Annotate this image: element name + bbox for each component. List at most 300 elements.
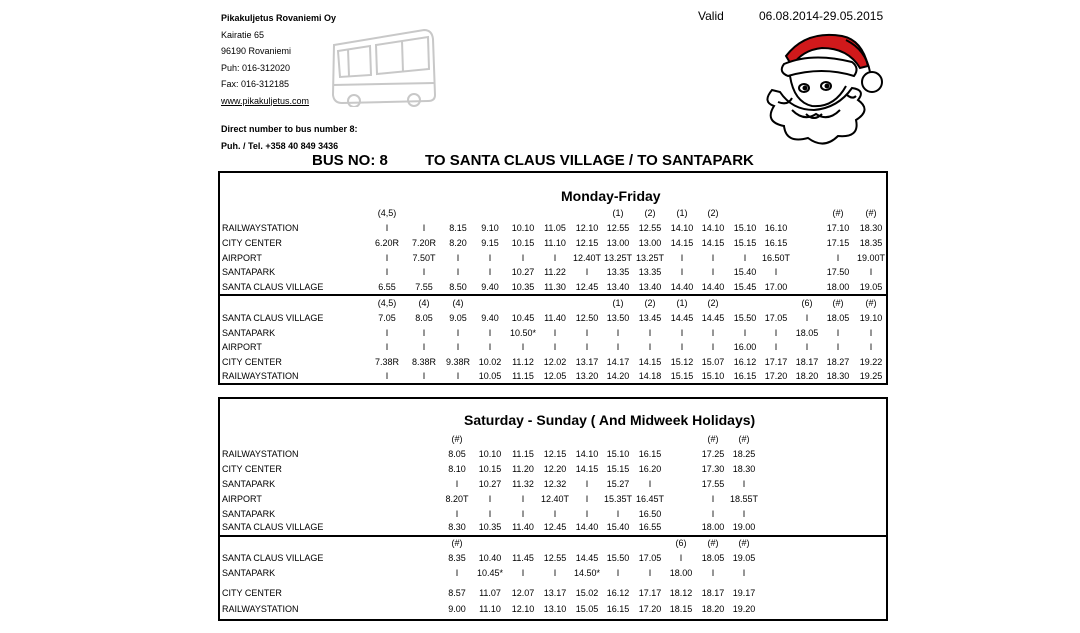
company-fax: Fax: 016-312185 [221, 79, 290, 89]
departure-time: 15.02 [575, 588, 599, 598]
departure-time: 11.20 [512, 464, 534, 474]
departure-time: 16.15 [638, 449, 662, 459]
departure-time: 18.05 [701, 553, 725, 563]
departure-time: I [869, 267, 873, 277]
departure-time: 18.12 [669, 588, 693, 598]
departure-time: 6.20R [374, 238, 400, 248]
departure-time: 14.15 [670, 238, 694, 248]
departure-time: 12.40T [572, 253, 602, 263]
departure-time: I [385, 342, 389, 352]
departure-time: 10.15 [478, 464, 502, 474]
footnote-marker: (#) [865, 208, 877, 218]
departure-time: I [521, 509, 525, 519]
departure-time: 17.30 [701, 464, 725, 474]
departure-time: 16.15 [764, 238, 788, 248]
footnote-marker: (#) [707, 538, 719, 548]
departure-time: 12.40T [540, 494, 570, 504]
departure-time: I [521, 253, 525, 263]
departure-time: I [774, 267, 778, 277]
footnote-marker: (2) [707, 208, 719, 218]
departure-time: I [456, 342, 460, 352]
departure-time: 19.22 [859, 357, 883, 367]
departure-time: I [680, 267, 684, 277]
departure-time: 11.15 [512, 371, 534, 381]
departure-time: I [488, 342, 492, 352]
departure-time: 19.25 [859, 371, 883, 381]
departure-time: 8.38R [411, 357, 437, 367]
departure-time: I [616, 509, 620, 519]
departure-time: 8.10 [448, 464, 466, 474]
departure-time: I [488, 509, 492, 519]
departure-time: I [553, 328, 557, 338]
departure-time: I [488, 267, 492, 277]
stop-name: SANTA CLAUS VILLAGE [222, 553, 324, 563]
departure-time: 17.55 [701, 479, 725, 489]
departure-time: 10.50* [509, 328, 537, 338]
company-postal: 96190 Rovaniemi [221, 46, 292, 56]
departure-time: I [743, 253, 747, 263]
departure-time: 14.40 [575, 522, 599, 532]
departure-time: 14.15 [575, 464, 599, 474]
footnote-marker: (2) [707, 298, 719, 308]
departure-time: 17.17 [638, 588, 662, 598]
departure-time: I [455, 509, 459, 519]
departure-time: I [836, 342, 840, 352]
departure-time: I [648, 342, 652, 352]
departure-time: 15.10 [606, 449, 630, 459]
departure-time: I [680, 253, 684, 263]
departure-time: I [585, 494, 589, 504]
company-name: Pikakuljetus Rovaniemi Oy [221, 13, 337, 23]
departure-time: 7.05 [378, 313, 396, 323]
departure-time: 10.15 [511, 238, 535, 248]
departure-time: 15.40 [733, 267, 757, 277]
departure-time: 8.35 [448, 553, 466, 563]
departure-time: I [742, 509, 746, 519]
departure-time: 12.02 [543, 357, 567, 367]
departure-time: I [488, 328, 492, 338]
departure-time: 15.45 [733, 282, 757, 292]
departure-time: 15.40 [606, 522, 630, 532]
departure-time: 14.10 [575, 449, 599, 459]
departure-time: 18.20 [701, 604, 725, 614]
departure-time: 9.40 [481, 282, 499, 292]
departure-time: I [616, 328, 620, 338]
departure-time: 7.20R [411, 238, 437, 248]
route-title: TO SANTA CLAUS VILLAGE / TO SANTAPARK [425, 152, 754, 169]
footnote-marker: (1) [612, 208, 624, 218]
departure-time: 14.50* [573, 568, 601, 578]
departure-time: 18.27 [826, 357, 850, 367]
departure-time: 18.30 [859, 223, 883, 233]
departure-time: I [680, 342, 684, 352]
footnote-marker: (1) [612, 298, 624, 308]
departure-time: 13.50 [606, 313, 630, 323]
direct-number-label: Direct number to bus number 8: [221, 124, 358, 134]
departure-time: I [836, 328, 840, 338]
departure-time: I [616, 342, 620, 352]
departure-time: 11.10 [544, 238, 566, 248]
departure-time: 18.55T [729, 494, 759, 504]
weekend-divider [218, 535, 888, 537]
departure-time: 12.45 [575, 282, 599, 292]
departure-time: 7.38R [374, 357, 400, 367]
departure-time: I [774, 328, 778, 338]
departure-time: 17.17 [764, 357, 788, 367]
valid-dates: 06.08.2014-29.05.2015 [759, 9, 884, 23]
departure-time: 13.00 [606, 238, 630, 248]
departure-time: 13.10 [543, 604, 567, 614]
departure-time: 19.05 [732, 553, 756, 563]
footnote-marker: (2) [644, 298, 656, 308]
departure-time: I [648, 479, 652, 489]
departure-time: I [585, 342, 589, 352]
departure-time: 10.10 [478, 449, 502, 459]
departure-time: 18.15 [669, 604, 693, 614]
departure-time: I [711, 342, 715, 352]
departure-time: 12.15 [575, 238, 599, 248]
departure-time: 13.17 [575, 357, 599, 367]
departure-time: I [521, 494, 525, 504]
departure-time: 15.10 [701, 371, 725, 381]
departure-time: 9.38R [445, 357, 471, 367]
departure-time: 11.07 [479, 588, 501, 598]
footnote-marker: (#) [832, 298, 844, 308]
departure-time: 18.35 [859, 238, 883, 248]
departure-time: I [805, 313, 809, 323]
departure-time: 15.05 [575, 604, 599, 614]
departure-time: 11.45 [512, 553, 534, 563]
departure-time: 11.22 [544, 267, 566, 277]
departure-time: I [711, 253, 715, 263]
departure-time: I [585, 509, 589, 519]
stop-name: CITY CENTER [222, 464, 282, 474]
departure-time: 14.40 [701, 282, 725, 292]
departure-time: 18.05 [795, 328, 819, 338]
departure-time: 15.12 [670, 357, 694, 367]
departure-time: I [385, 253, 389, 263]
departure-time: 10.27 [478, 479, 502, 489]
departure-time: I [422, 223, 426, 233]
departure-time: 16.50 [638, 509, 662, 519]
departure-time: I [488, 253, 492, 263]
departure-time: 14.18 [638, 371, 662, 381]
departure-time: 18.00 [669, 568, 693, 578]
departure-time: I [553, 568, 557, 578]
departure-time: 15.15 [670, 371, 694, 381]
departure-time: I [422, 371, 426, 381]
departure-time: I [711, 568, 715, 578]
stop-name: SANTAPARK [222, 328, 276, 338]
departure-time: 15.27 [606, 479, 630, 489]
departure-time: 9.40 [481, 313, 499, 323]
departure-time: 8.50 [449, 282, 467, 292]
footnote-marker: (4,5) [377, 298, 397, 308]
departure-time: 18.30 [826, 371, 850, 381]
departure-time: 12.55 [543, 553, 567, 563]
stop-name: CITY CENTER [222, 357, 282, 367]
direct-number-phone: Puh. / Tel. +358 40 849 3436 [221, 140, 339, 151]
departure-time: I [585, 328, 589, 338]
departure-time: 13.35 [638, 267, 662, 277]
departure-time: 11.32 [512, 479, 534, 489]
departure-time: 17.20 [638, 604, 662, 614]
departure-time: I [711, 509, 715, 519]
departure-time: I [742, 479, 746, 489]
departure-time: 12.10 [511, 604, 535, 614]
weekend-heading: Saturday - Sunday ( And Midweek Holidays) [464, 412, 756, 428]
departure-time: I [455, 568, 459, 578]
departure-time: 11.40 [512, 522, 534, 532]
footnote-marker: (#) [451, 434, 463, 444]
departure-time: 8.20T [445, 494, 469, 504]
departure-time: 15.35T [603, 494, 633, 504]
departure-time: 18.17 [701, 588, 725, 598]
departure-time: 11.12 [512, 357, 534, 367]
departure-time: 19.20 [732, 604, 756, 614]
departure-time: I [422, 328, 426, 338]
departure-time: 16.15 [606, 604, 630, 614]
stop-name: AIRPORT [222, 253, 262, 263]
departure-time: 10.35 [511, 282, 535, 292]
stop-name: SANTAPARK [222, 479, 276, 489]
departure-time: 7.50T [412, 253, 436, 263]
stop-name: RAILWAYSTATION [222, 604, 299, 614]
departure-time: 16.50T [761, 253, 791, 263]
stop-name: RAILWAYSTATION [222, 371, 299, 381]
departure-time: I [488, 494, 492, 504]
stop-name: AIRPORT [222, 342, 262, 352]
departure-time: 8.20 [449, 238, 467, 248]
departure-time: 14.17 [606, 357, 630, 367]
departure-time: 16.20 [638, 464, 662, 474]
departure-time: 10.45* [476, 568, 504, 578]
departure-time: I [648, 568, 652, 578]
departure-time: I [385, 223, 389, 233]
departure-time: I [456, 267, 460, 277]
departure-time: I [836, 253, 840, 263]
departure-time: 12.07 [511, 588, 535, 598]
departure-time: 10.45 [511, 313, 535, 323]
departure-time: 12.55 [638, 223, 662, 233]
departure-time: 17.10 [826, 223, 850, 233]
departure-time: 19.10 [859, 313, 883, 323]
departure-time: 17.50 [826, 267, 850, 277]
departure-time: 12.55 [606, 223, 630, 233]
departure-time: I [385, 267, 389, 277]
departure-time: 13.25T [603, 253, 633, 263]
departure-time: 18.25 [732, 449, 756, 459]
departure-time: I [679, 553, 683, 563]
departure-time: 11.30 [544, 282, 566, 292]
footnote-marker: (#) [738, 434, 750, 444]
departure-time: 14.10 [670, 223, 694, 233]
departure-time: 10.27 [511, 267, 535, 277]
departure-time: 18.05 [826, 313, 850, 323]
departure-time: I [711, 267, 715, 277]
stop-name: AIRPORT [222, 494, 262, 504]
departure-time: I [711, 494, 715, 504]
departure-time: 15.15 [733, 238, 757, 248]
departure-time: I [742, 568, 746, 578]
departure-time: 12.20 [543, 464, 567, 474]
departure-time: 8.15 [449, 223, 467, 233]
departure-time: 8.05 [448, 449, 466, 459]
departure-time: I [456, 328, 460, 338]
departure-time: I [385, 371, 389, 381]
stop-name: SANTA CLAUS VILLAGE [222, 282, 324, 292]
departure-time: 14.15 [701, 238, 725, 248]
departure-time: 17.05 [638, 553, 662, 563]
departure-time: 16.55 [638, 522, 662, 532]
departure-time: 10.10 [511, 223, 535, 233]
departure-time: 19.00T [856, 253, 886, 263]
departure-time: I [456, 253, 460, 263]
departure-time: 19.17 [732, 588, 756, 598]
departure-time: 18.00 [826, 282, 850, 292]
footnote-marker: (#) [738, 538, 750, 548]
stop-name: SANTA CLAUS VILLAGE [222, 522, 324, 532]
departure-time: 13.00 [638, 238, 662, 248]
departure-time: 7.55 [415, 282, 433, 292]
departure-time: 9.10 [481, 223, 499, 233]
departure-time: 11.40 [544, 313, 566, 323]
departure-time: 13.40 [606, 282, 630, 292]
footnote-marker: (6) [801, 298, 813, 308]
departure-time: 15.07 [701, 357, 725, 367]
departure-time: 18.20 [795, 371, 819, 381]
departure-time: 13.17 [543, 588, 567, 598]
departure-time: 15.10 [733, 223, 757, 233]
departure-time: 10.40 [478, 553, 502, 563]
stop-name: SANTAPARK [222, 568, 276, 578]
company-website-link[interactable]: www.pikakuljetus.com [221, 95, 310, 106]
footnote-marker: (#) [865, 298, 877, 308]
footnote-marker: (#) [451, 538, 463, 548]
footnote-marker: (6) [675, 538, 687, 548]
departure-time: 11.15 [512, 449, 534, 459]
stop-name: CITY CENTER [222, 588, 282, 598]
departure-time: 11.05 [544, 223, 566, 233]
departure-time: 9.00 [448, 604, 466, 614]
stop-name: SANTAPARK [222, 509, 276, 519]
departure-time: 8.30 [448, 522, 466, 532]
stop-name: SANTA CLAUS VILLAGE [222, 313, 324, 323]
departure-time: 16.12 [606, 588, 630, 598]
santa-claus-icon [742, 26, 888, 150]
weekday-heading: Monday-Friday [561, 188, 661, 204]
departure-time: 12.45 [543, 522, 567, 532]
departure-time: 14.20 [606, 371, 630, 381]
footnote-marker: (#) [832, 208, 844, 218]
company-phone: Puh: 016-312020 [221, 62, 291, 73]
footnote-marker: (#) [707, 434, 719, 444]
departure-time: 12.32 [543, 479, 567, 489]
stop-name: RAILWAYSTATION [222, 223, 299, 233]
departure-time: 18.17 [795, 357, 819, 367]
weekday-divider [218, 294, 888, 296]
departure-time: 17.20 [764, 371, 788, 381]
departure-time: 15.50 [606, 553, 630, 563]
departure-time: 18.30 [732, 464, 756, 474]
departure-time: 8.05 [415, 313, 433, 323]
departure-time: 13.45 [638, 313, 662, 323]
departure-time: 12.05 [543, 371, 567, 381]
departure-time: 18.00 [701, 522, 725, 532]
departure-time: I [805, 342, 809, 352]
departure-time: 8.57 [448, 588, 466, 598]
departure-time: I [869, 328, 873, 338]
departure-time: I [585, 267, 589, 277]
departure-time: 14.10 [701, 223, 725, 233]
departure-time: 13.20 [575, 371, 599, 381]
departure-time: I [385, 328, 389, 338]
departure-time: I [553, 253, 557, 263]
departure-time: 16.10 [764, 223, 788, 233]
stop-name: RAILWAYSTATION [222, 449, 299, 459]
departure-time: 16.45T [635, 494, 665, 504]
departure-time: 13.25T [635, 253, 665, 263]
departure-time: I [743, 328, 747, 338]
departure-time: I [711, 328, 715, 338]
departure-time: I [648, 328, 652, 338]
departure-time: 13.35 [606, 267, 630, 277]
departure-time: 10.35 [478, 522, 502, 532]
footnote-marker: (2) [644, 208, 656, 218]
departure-time: I [680, 328, 684, 338]
departure-time: I [422, 267, 426, 277]
stop-name: CITY CENTER [222, 238, 282, 248]
departure-time: 6.55 [378, 282, 396, 292]
departure-time: 9.05 [449, 313, 467, 323]
departure-time: 16.15 [733, 371, 757, 381]
departure-time: 9.15 [481, 238, 499, 248]
departure-time: 19.05 [859, 282, 883, 292]
departure-time: 11.10 [479, 604, 501, 614]
departure-time: 12.15 [543, 449, 567, 459]
departure-time: 16.12 [733, 357, 757, 367]
departure-time: 17.00 [764, 282, 788, 292]
departure-time: I [422, 342, 426, 352]
departure-time: I [616, 568, 620, 578]
departure-time: I [455, 479, 459, 489]
departure-time: 10.02 [478, 357, 502, 367]
departure-time: I [774, 342, 778, 352]
stop-name: SANTAPARK [222, 267, 276, 277]
departure-time: 12.50 [575, 313, 599, 323]
footnote-marker: (4) [452, 298, 464, 308]
departure-time: 12.10 [575, 223, 599, 233]
footnote-marker: (1) [676, 208, 688, 218]
departure-time: I [456, 371, 460, 381]
bus-icon [328, 25, 440, 107]
departure-time: I [869, 342, 873, 352]
departure-time: 17.15 [826, 238, 850, 248]
departure-time: I [553, 342, 557, 352]
footnote-marker: (4) [418, 298, 430, 308]
departure-time: 17.05 [764, 313, 788, 323]
departure-time: 16.00 [733, 342, 757, 352]
departure-time: 15.50 [733, 313, 757, 323]
departure-time: 14.45 [701, 313, 725, 323]
company-address: Kairatie 65 [221, 29, 265, 40]
departure-time: I [585, 479, 589, 489]
departure-time: I [521, 568, 525, 578]
departure-time: 19.00 [732, 522, 756, 532]
bus-number-title: BUS NO: 8 [312, 152, 388, 169]
departure-time: 14.45 [575, 553, 599, 563]
departure-time: I [521, 342, 525, 352]
